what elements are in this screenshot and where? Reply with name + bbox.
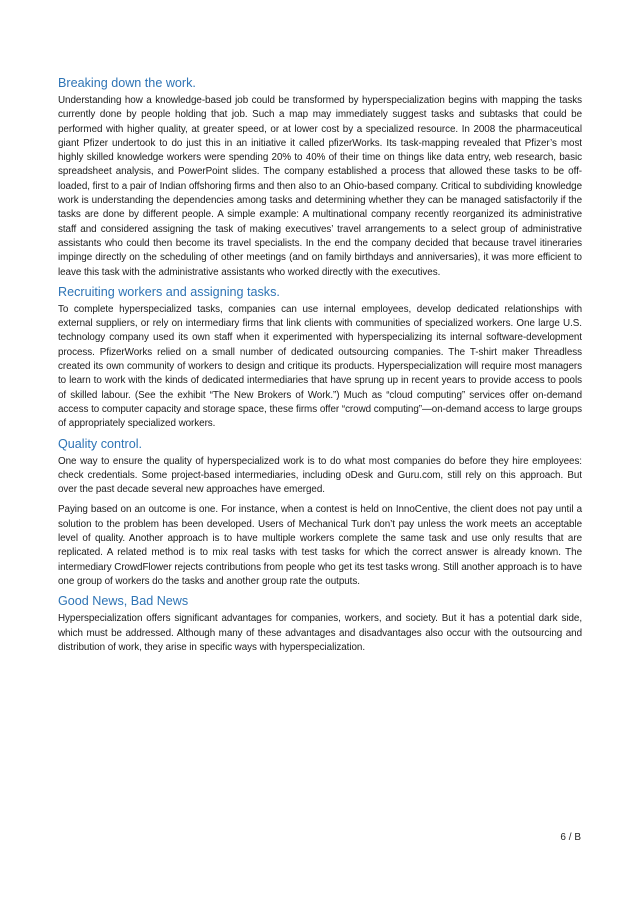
- document-body: [58, 76, 582, 660]
- section-quality-control: [58, 437, 582, 590]
- section-paragraph: To complete hyperspecialized tasks, companies can use internal employees, develop dedicated relationships with external suppliers, or rely on intermediary firms that link clients with communities of specialized workers. One large U.S. technology company used its own staff when it experimented with hyperspecializing its internal software-development process. PfizerWorks relied on a small number of dedicated outsourcing companies. The T-shirt maker Threadless created its own community of workers to design and critique its products. Hyperspecialization will require most managers to learn to work with the kinds of dedicated intermediaries that have sprung up in recent years to provide access to pools of skilled labour. (See the exhibit “The New Brokers of Work.”) Much as “cloud computing” services offer on-demand access to computer capacity and storage space, these firms offer “crowd computing”—on-demand access to large groups of appropriately specialized workers.: [58, 303, 582, 430]
- page-number: 6 / B: [560, 832, 581, 843]
- section-breaking-down-the-work: [58, 76, 582, 280]
- section-heading: Quality control.: [58, 436, 142, 451]
- section-recruiting-workers: [58, 285, 582, 432]
- section-paragraph: One way to ensure the quality of hyperspecialized work is to do what most companies do before they hire employees: check credentials. Some project-based intermediaries, including oDesk and Guru.com, still rely on this approach. But over the past decade several new approaches have emerged.: [58, 455, 582, 496]
- section-heading: Good News, Bad News: [58, 594, 189, 609]
- section-heading: Breaking down the work.: [58, 76, 196, 90]
- section-paragraph: Hyperspecialization offers significant advantages for companies, workers, and society. But it has a potential dark side, which must be addressed. Although many of these advantages and disadvantages also occur with the outsourcing and distribution of work, they arise in specific ways with hyperspecialization.: [58, 613, 582, 653]
- section-good-news-bad-news: [58, 594, 582, 655]
- section-heading: Recruiting workers and assigning tasks.: [58, 284, 280, 299]
- section-paragraph: Paying based on an outcome is one. For instance, when a contest is held on InnoCentive, the client does not pay until a solution to the problem has been developed. Users of Mechanical Turk don’t pay unless the work meets an acceptable level of quality. Another approach is to have multiple workers complete the same task and use only results that are replicated. A related method is to mix real tasks with test tasks for which the correct answer is already known. The intermediary CrowdFlower rejects contributions from people who get its test tasks wrong. Still another approach is to have one group of workers do the tasks and another group rate the outputs.: [58, 504, 582, 587]
- section-paragraph: Understanding how a knowledge-based job could be transformed by hyperspecialization begins with mapping the tasks currently done by people holding that job. Such a map may immediately suggest tasks and subtasks that could be performed with higher quality, at greater speed, or at lower cost by a specialized resource. In 2008 the pharmaceutical giant Pfizer undertook to do just this in an initiative it called pfizerWorks. Its task-mapping revealed that Pfizer’s most highly skilled knowledge workers were spending 20% to 40% of their time on things like data entry, web research, basic spreadsheet analysis, and PowerPoint slides. The company established a process that allowed these tasks to be off-loaded, first to a pair of Indian offshoring firms and then also to an Ohio-based company. Critical to subdividing knowledge work is understanding the dependencies among tasks and determining whether they can be managed satisfactorily if the tasks are done by different people. A simple example: A multinational company recently reorganized its administrative staff and considered assigning the task of making executives’ travel arrangements to a select group of administrative assistants who could then become its travel specialists. In the end the company decided that because travel itineraries impinge directly on the scheduling of other meetings (and on family birthdays and anniversaries), it was more efficient to leave this task with the administrative assistants who worked directly with the executives.: [58, 95, 582, 278]
